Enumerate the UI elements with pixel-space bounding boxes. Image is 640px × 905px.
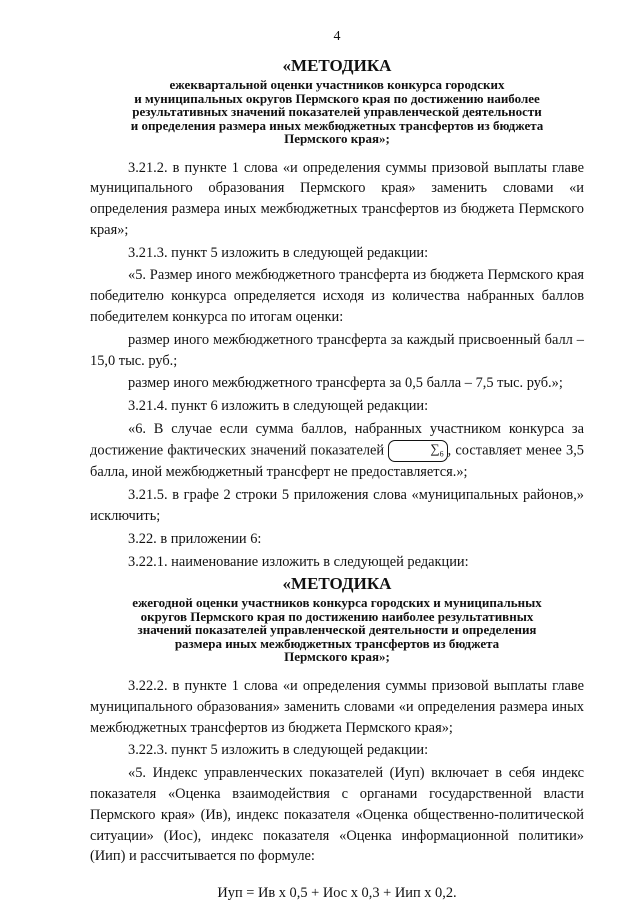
paragraph-point-5-rate-1: размер иного межбюджетного трансферта за каждый присвоенный балл – 15,0 тыс. руб.; [90,331,584,369]
paragraph-3-21-5: 3.21.5. в графе 2 строки 5 приложения слова «муниципальных районов,» исключить; [90,487,584,525]
heading-2-line: Пермского края»; [284,649,390,665]
heading-1-line: ежеквартальной оценки участников конкурса городских [169,77,505,92]
formula: Иуп = Ив х 0,5 + Иос х 0,3 + Иип х 0,2. [217,885,457,902]
sum-sign: ∑ [430,440,440,456]
paragraph-3-21-3: 3.21.3. пункт 5 изложить в следующей редакции: [128,244,429,261]
point-6-text-after: , составляет менее 3,5 балла, иной межбюджетный трансферт не предоставляется.»; [90,442,584,481]
paragraph-3-21-4: 3.21.4. пункт 6 изложить в следующей редакции: [128,398,429,415]
paragraph-point-6 [90,419,584,483]
heading-2-line: ежегодной оценки участников конкурса городских и муниципальных [132,595,542,611]
sum-symbol [388,440,447,463]
page-number: 4 [333,29,341,44]
heading-1-line: Пермского края»; [284,131,390,146]
heading-2-subtitle [90,596,584,664]
paragraph-3-22-1: 3.22.1. наименование изложить в следующей редакции: [128,553,469,570]
heading-2-line: значений показателей управленческой деятельности и определения [137,622,537,638]
heading-1-subtitle [90,78,584,146]
sum-subscript: 6 [439,449,444,459]
heading-1-title: «МЕТОДИКА [282,56,392,75]
heading-2-line: размера иных межбюджетных трансфертов из бюджета [174,635,500,651]
document-page [90,28,584,903]
heading-1-line: и муниципальных округов Пермского края по достижению наиболее [134,90,540,106]
paragraph-point-5-rate-2: размер иного межбюджетного трансферта за 0,5 балла – 7,5 тыс. руб.»; [128,375,563,392]
paragraph-point-5: «5. Размер иного межбюджетного трансферта из бюджета Пермского края победителю конкурса определяется исходя из количества набранных баллов победителем конкурса по итогам оценки: [90,267,584,326]
heading-1-line: результативных значений показателей управленческой деятельности [132,104,542,119]
heading-2-line: округов Пермского края по достижению наиболее результативных [140,608,534,624]
paragraph-index-point-5: «5. Индекс управленческих показателей (Иуп) включает в себя индекс показателя «Оценка взаимодействия с органами государственной власти Пермского края» (Ив), индекс показателя «Оценка общественно-политической ситуации» (Иос), индекс показателя «Оценка информационной политики» (Иип) и рассчитывается по формуле: [90,765,584,865]
paragraph-3-21-2: 3.21.2. в пункте 1 слова «и определения суммы призовой выплаты главе муниципального образования Пермского края» заменить словами «и определения размера иных межбюджетных трансфертов из бюджета Пермского края»; [90,159,584,238]
paragraph-3-22-2: 3.22.2. в пункте 1 слова «и определения суммы призовой выплаты главе муниципального образования» заменить словами «и определения размера иных межбюджетных трансфертов из бюджета Пермского края»; [90,677,584,736]
paragraph-3-22: 3.22. в приложении 6: [128,530,262,547]
heading-2-title: «МЕТОДИКА [282,574,392,594]
heading-1-line: и определения размера иных межбюджетных трансфертов из бюджета [130,117,544,133]
point-6-text-before: «6. В случае если сумма баллов, набранных участником конкурса за достижение фактических значений показателей [90,421,584,459]
paragraph-3-22-3: 3.22.3. пункт 5 изложить в следующей редакции: [128,742,429,759]
